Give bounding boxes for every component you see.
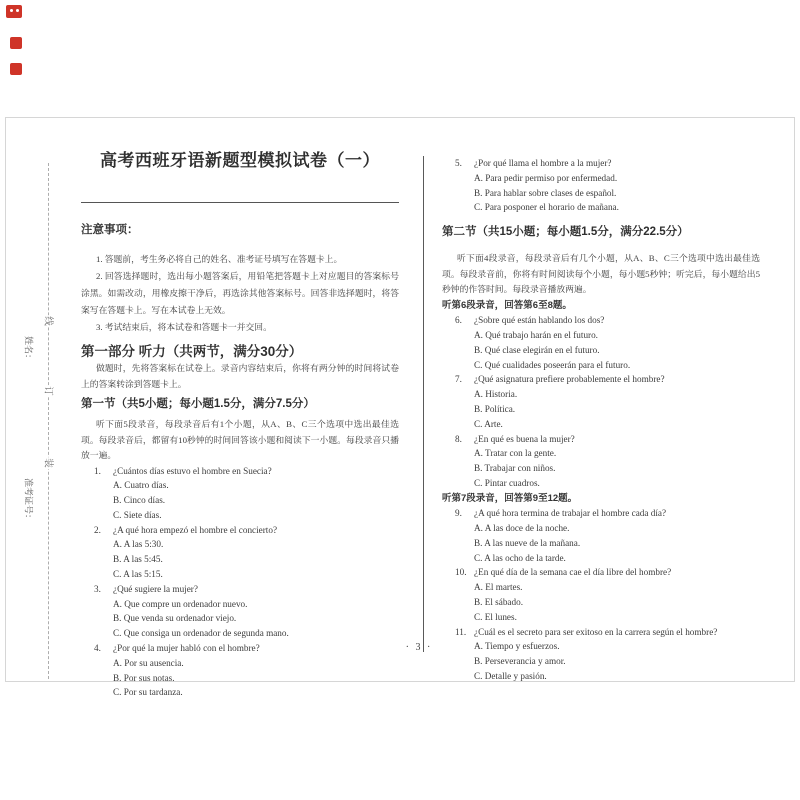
notice-item: 3. 考试结束后，将本试卷和答题卡一并交回。 [95,322,272,332]
answer-option: B. Por sus notas. [113,672,175,683]
answer-option: B. Trabajar con niños. [474,463,556,474]
question-text: ¿Cuántos días estuvo el hombre en Suecia? [113,465,272,476]
answer-option: A. Que compre un ordenador nuevo. [113,598,248,609]
question-item [81,464,399,523]
answer-option: C. Pintar cuadros. [474,477,540,488]
answer-option: B. Qué clase elegirán en el futuro. [474,344,600,355]
listening-cue-6-8: 听第6段录音，回答第6至8题。 [442,299,572,311]
page-number: · 3 · [405,642,433,653]
question-text: ¿Sobre qué están hablando los dos? [474,315,605,326]
admission-number-label: 准考证号： [23,478,34,524]
right-column [442,148,760,684]
question-text: ¿Por qué la mujer habló con el hombre? [113,643,260,654]
question-number: 1. [94,465,101,476]
question-text: ¿Qué sugiere la mujer? [113,583,198,594]
answer-option: A. Tratar con la gente. [474,448,557,459]
question-number: 11. [455,626,467,637]
question-number: 10. [455,567,467,578]
part1-intro: 做题时，先将答案标在试卷上。录音内容结束后，你将有两分钟的时间将试卷上的答案转涂到答题卡上。 [81,363,399,389]
question-text: ¿Cuál es el secreto para ser exitoso en la carrera según el hombre? [474,626,718,637]
answer-option: B. Perseverancia y amor. [474,656,566,667]
section2-heading: 第二节（共15小题；每小题1.5分，满分22.5分） [442,226,689,239]
answer-option: A. Para pedir permiso por enfermedad. [474,172,618,183]
question-list-6-8 [442,313,760,491]
red-stamp-icon [10,37,22,49]
answer-option: A. Por su ausencia. [113,657,184,668]
title-rule [81,202,399,203]
question-number: 2. [94,524,101,535]
binding-dashed-line [48,163,49,679]
answer-option: B. Política. [474,403,516,414]
answer-option: A. A las 5:30. [113,539,164,550]
left-column [81,148,399,700]
question-item [442,506,760,565]
question-text: ¿En qué día de la semana cae el día libre del hombre? [474,567,672,578]
question-number: 9. [455,508,462,519]
question-text: ¿Qué asignatura prefiere probablemente el hombre? [474,374,665,385]
question-number: 5. [455,158,462,168]
answer-option: C. Qué cualidades poseerán para el futuro. [474,359,631,370]
name-field-label: 姓名： [23,336,34,364]
answer-option: C. Arte. [474,418,503,429]
answer-option: A. A las doce de la noche. [474,523,570,534]
answer-option: B. Que venda su ordenador viejo. [113,613,237,624]
question-list-9-11 [442,506,760,684]
question-text: ¿En qué es buena la mujer? [474,433,575,444]
question-item [442,625,760,684]
section1-heading: 第一节（共5小题；每小题1.5分，满分7.5分） [81,398,315,410]
question-number: 3. [94,583,101,594]
question-item [442,565,760,624]
section1-intro: 听下面5段录音，每段录音后有1个小题，从A、B、C三个选项中选出最佳选项。每段录音后，都留有10秒钟的时间回答该小题和阅读下一小题。每段录音只播放一遍。 [81,419,399,460]
section2-intro: 听下面4段录音，每段录音后有几个小题，从A、B、C三个选项中选出最佳选项。每段录音前，你将有时间阅读每个小题，每小题5秒钟；听完后，每小题给出5秒钟的作答时间。每段录音播放两遍。 [442,253,760,295]
answer-option: C. Que consiga un ordenador de segunda mano. [113,628,289,639]
answer-option: C. A las 5:15. [113,569,163,580]
binding-char: 订 [42,386,54,396]
red-stamp-icon [10,63,22,75]
notice-heading: 注意事项： [81,224,139,236]
notice-item: 2. 回答选择题时，选出每小题答案后，用铅笔把答题卡上对应题目的答案标号涂黑。如需改动，用橡皮擦干净后，再选涂其他答案标号。回答非选择题时，将答案写在答题卡上。写在本试卷上无效。 [81,271,399,315]
question-number: 8. [455,433,462,444]
notice-item: 1. 答题前，考生务必将自己的姓名、准考证号填写在答题卡上。 [95,254,343,264]
question-item [81,582,399,641]
part1-heading: 第一部分 听力（共两节，满分30分） [81,344,303,359]
binding-char: 线 [42,316,54,326]
column-divider [423,156,424,652]
question-item [442,432,760,491]
answer-option: B. Cinco días. [113,495,166,506]
answer-option: A. Historia. [474,389,518,400]
answer-option: C. Detalle y pasión. [474,671,547,682]
answer-option: C. El lunes. [474,611,517,622]
answer-option: A. Cuatro días. [113,480,169,491]
answer-option: B. A las 5:45. [113,554,163,565]
answer-option: C. Siete días. [113,509,162,520]
exam-page [5,117,795,698]
answer-option: B. A las nueve de la mañana. [474,537,581,548]
question-text: ¿A qué hora termina de trabajar el hombre cada día? [474,508,667,519]
answer-option: A. El martes. [474,582,523,593]
binding-char: 装 [42,458,54,468]
question-item [442,156,760,215]
answer-option: A. Qué trabajo harán en el futuro. [474,329,598,340]
question-item [442,372,760,431]
question-list-5 [442,156,760,215]
question-number: 6. [455,315,462,326]
answer-option: A. Tiempo y esfuerzos. [474,641,560,652]
answer-option: C. Para posponer el horario de mañana. [474,202,619,213]
question-number: 7. [455,374,462,385]
listening-cue-9-12: 听第7段录音，回答第9至12题。 [442,492,578,504]
question-item [442,313,760,372]
question-list-1-4 [81,464,399,701]
answer-option: B. Para hablar sobre clases de español. [474,187,617,198]
answer-option: C. Por su tardanza. [113,687,183,698]
page-title: 高考西班牙语新题型模拟试卷（一） [100,151,380,170]
red-stamp-icon [6,5,22,18]
question-text: ¿Por qué llama el hombre a la mujer? [474,158,612,168]
answer-option: B. El sábado. [474,597,523,608]
question-item [81,641,399,700]
answer-option: C. A las ocho de la tarde. [474,552,566,563]
question-item [81,523,399,582]
question-text: ¿A qué hora empezó el hombre el concierto? [113,524,278,535]
question-number: 4. [94,643,101,654]
